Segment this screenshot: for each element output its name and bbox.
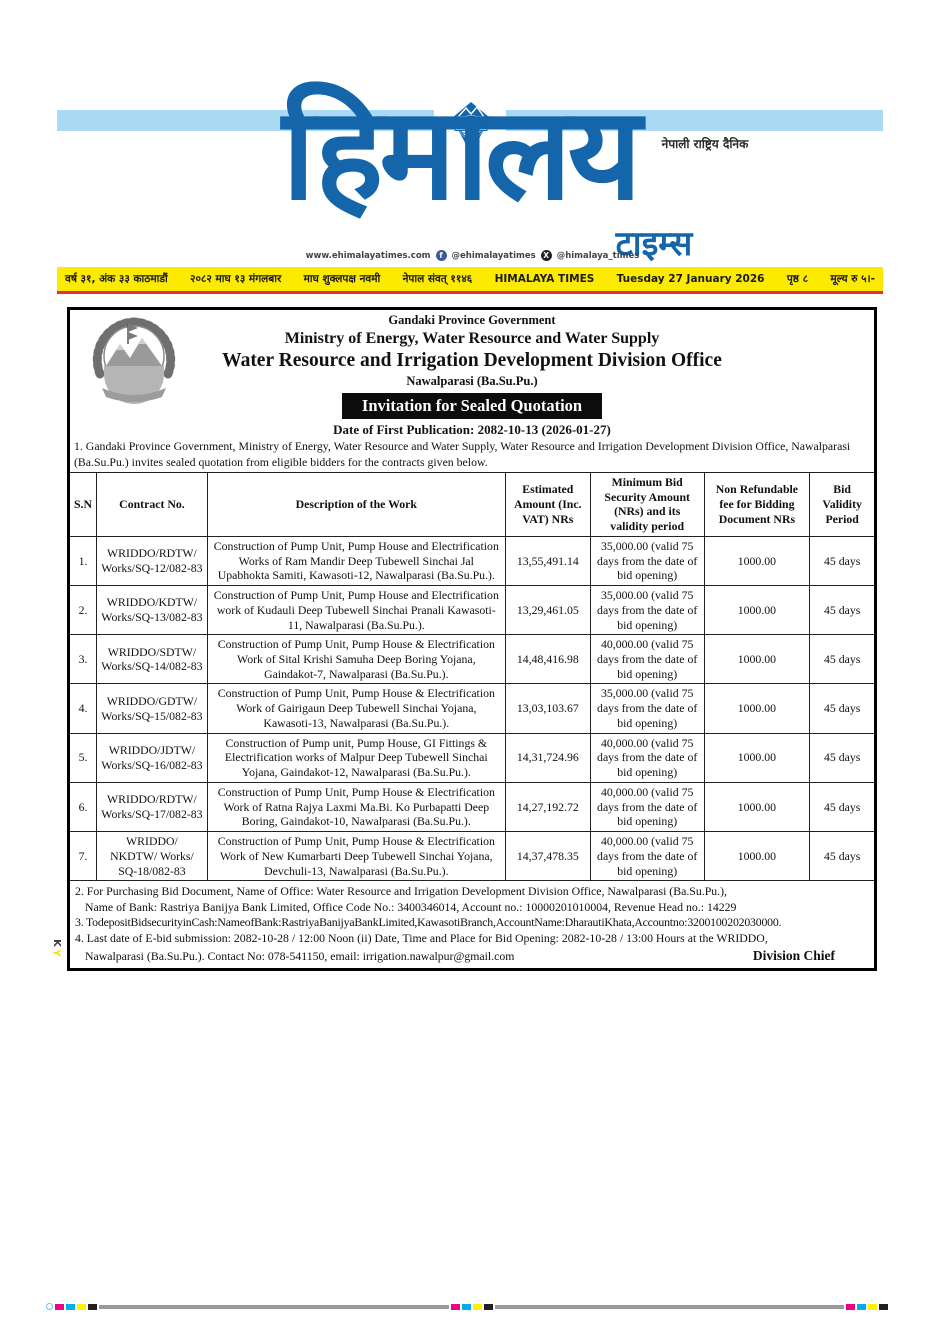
color-chip <box>451 1304 460 1310</box>
bottom-color-registration-strip <box>46 1303 888 1310</box>
signature-row <box>75 947 869 965</box>
cell-amount: 14,48,416.98 <box>505 635 590 684</box>
cell-amount: 14,31,724.96 <box>505 733 590 782</box>
dateline-item: Tuesday 27 January 2026 <box>616 273 765 285</box>
cell-security: 40,000.00 (valid 75 days from the date of bid opening) <box>590 782 704 831</box>
notice-header <box>70 310 874 438</box>
cell-sn: 4. <box>70 684 97 733</box>
color-chip <box>879 1304 888 1310</box>
cell-sn: 5. <box>70 733 97 782</box>
cell-description: Construction of Pump unit, Pump House, GI Fittings & Electrification works of Malpur Deep Tubewell Sinchai Yojana, Gaindakot-12, Nawalparasi (Ba.Su.Pu.). <box>207 733 505 782</box>
table-row <box>70 782 874 831</box>
tender-notice-box <box>67 307 877 971</box>
color-chip <box>473 1304 482 1310</box>
column-header-security: Minimum Bid Security Amount (NRs) and its validity period <box>590 472 704 536</box>
cell-amount: 13,29,461.05 <box>505 586 590 635</box>
dateline-item: नेपाल संवत् ११४६ <box>402 273 473 285</box>
dateline-item: HIMALAYA TIMES <box>494 273 595 285</box>
side-mark-letter: K <box>50 939 62 947</box>
cell-sn: 6. <box>70 782 97 831</box>
cell-security: 40,000.00 (valid 75 days from the date of bid opening) <box>590 635 704 684</box>
table-row <box>70 684 874 733</box>
gray-registration-bar <box>495 1305 845 1309</box>
cell-fee: 1000.00 <box>704 684 810 733</box>
cell-validity: 45 days <box>810 733 874 782</box>
dateline-item: २०८२ माघ १३ मंगलबार <box>190 273 282 285</box>
cell-description: Construction of Pump Unit, Pump House & Electrification Work of Ratna Rajya Laxmi Ma.Bi. Ko Purbapatti Deep Boring, Gaindakot-10, Nawalparasi (Ba.Su.Pu.). <box>207 782 505 831</box>
cell-security: 40,000.00 (valid 75 days from the date of bid opening) <box>590 832 704 881</box>
color-chip <box>77 1304 86 1310</box>
color-chip <box>857 1304 866 1310</box>
dateline-item: माघ शुक्लपक्ष नवमी <box>303 273 381 285</box>
table-row <box>70 586 874 635</box>
cell-amount: 14,27,192.72 <box>505 782 590 831</box>
note-last-line: Nawalparasi (Ba.Su.Pu.). Contact No: 078-541150, email: irrigation.nawalpur@gmail.com <box>85 948 515 963</box>
color-chip <box>55 1304 64 1310</box>
cell-contract: WRIDDO/RDTW/ Works/SQ-17/082-83 <box>97 782 208 831</box>
ministry-line: Ministry of Energy, Water Resource and Water Supply <box>284 329 660 347</box>
note-line: Name of Bank: Rastriya Banijya Bank Limited, Office Code No.: 3400346014, Account no.: 10000201010004, Revenue Head no.: 14229 <box>85 899 737 914</box>
cell-security: 35,000.00 (valid 75 days from the date of bid opening) <box>590 536 704 585</box>
color-chip <box>868 1304 877 1310</box>
masthead-subtitle: टाइम्स <box>615 224 693 264</box>
x-twitter-icon[interactable]: X <box>541 250 552 261</box>
cell-amount: 14,37,478.35 <box>505 832 590 881</box>
cell-fee: 1000.00 <box>704 586 810 635</box>
masthead-social-line <box>300 250 645 261</box>
table-row <box>70 536 874 585</box>
column-header-description: Description of the Work <box>207 472 505 536</box>
cell-description: Construction of Pump Unit, Pump House and Electrification work of Kudauli Deep Tubewell Sinchai Pranali Kawasoti-11, Nawalparasi (Ba.Su.Pu.). <box>207 586 505 635</box>
dateline-item: पृष्ठ ८ <box>786 273 809 285</box>
quotation-table <box>70 472 874 881</box>
cell-validity: 45 days <box>810 782 874 831</box>
dateline-item: वर्ष ३१, अंक ३३ काठमाडौं <box>65 273 168 285</box>
notice-notes <box>70 881 874 968</box>
cell-fee: 1000.00 <box>704 832 810 881</box>
cell-sn: 1. <box>70 536 97 585</box>
dateline-bar <box>57 267 883 291</box>
cell-sn: 7. <box>70 832 97 881</box>
cell-description: Construction of Pump Unit, Pump House & Electrification Work of Sital Krishi Samuha Deep Boring Yojana, Gaindakot-7, Nawalparasi (Ba.Su.Pu.). <box>207 635 505 684</box>
cell-validity: 45 days <box>810 586 874 635</box>
color-chip <box>66 1304 75 1310</box>
cell-validity: 45 days <box>810 635 874 684</box>
government-line: Gandaki Province Government <box>388 313 556 327</box>
table-header-row <box>70 472 874 536</box>
note-line: 4. Last date of E-bid submission: 2082-10-28 / 12:00 Noon (ii) Date, Time and Place for Bid Opening: 2082-10-28 / 13:00 Hours at the WRIDDO, <box>75 930 768 945</box>
side-mark-letter: Y <box>50 949 62 957</box>
cell-amount: 13,55,491.14 <box>505 536 590 585</box>
cell-security: 40,000.00 (valid 75 days from the date of bid opening) <box>590 733 704 782</box>
cell-validity: 45 days <box>810 536 874 585</box>
cell-contract: WRIDDO/RDTW/ Works/SQ-12/082-83 <box>97 536 208 585</box>
cell-contract: WRIDDO/ NKDTW/ Works/ SQ-18/082-83 <box>97 832 208 881</box>
cell-fee: 1000.00 <box>704 733 810 782</box>
color-chip <box>484 1304 493 1310</box>
cell-contract: WRIDDO/KDTW/ Works/SQ-13/082-83 <box>97 586 208 635</box>
dateline-item: मूल्य रु ५।- <box>830 273 875 285</box>
signature: Division Chief <box>752 947 835 963</box>
notice-title: Invitation for Sealed Quotation <box>342 393 602 419</box>
masthead-title: हिमालय <box>282 80 638 229</box>
cell-amount: 13,03,103.67 <box>505 684 590 733</box>
facebook-handle[interactable]: @ehimalayatimes <box>451 250 536 261</box>
column-header-fee: Non Refundable fee for Bidding Document NRs <box>704 472 810 536</box>
cell-validity: 45 days <box>810 832 874 881</box>
column-header-sn: S.N <box>70 472 97 536</box>
quotation-table-body <box>70 536 874 880</box>
column-header-amount: Estimated Amount (Inc. VAT) NRs <box>505 472 590 536</box>
twitter-handle[interactable]: @himalaya_times <box>556 250 640 261</box>
note-line: 2. For Purchasing Bid Document, Name of Office: Water Resource and Irrigation Development Division Office, Nawalparasi (Ba.Su.Pu.), <box>75 884 727 899</box>
cell-fee: 1000.00 <box>704 782 810 831</box>
cell-sn: 2. <box>70 586 97 635</box>
table-row <box>70 635 874 684</box>
table-row <box>70 832 874 881</box>
column-header-validity: Bid Validity Period <box>810 472 874 536</box>
cell-contract: WRIDDO/GDTW/ Works/SQ-15/082-83 <box>97 684 208 733</box>
office-line: Water Resource and Irrigation Development Division Office <box>222 349 722 371</box>
nepal-government-emblem-icon <box>86 314 182 404</box>
cell-contract: WRIDDO/SDTW/ Works/SQ-14/082-83 <box>97 635 208 684</box>
table-row <box>70 733 874 782</box>
cell-description: Construction of Pump Unit, Pump House and Electrification Works of Ram Mandir Deep Tubewell Sinchai Jal Upabhokta Samiti, Kawasoti-12, Nawalparasi (Ba.Su.Pu.). <box>207 536 505 585</box>
notes-lines <box>75 884 869 946</box>
red-divider-line <box>57 291 883 294</box>
color-chip <box>846 1304 855 1310</box>
publication-date: Date of First Publication: 2082-10-13 (2026-01-27) <box>333 422 611 438</box>
cell-security: 35,000.00 (valid 75 days from the date of bid opening) <box>590 684 704 733</box>
notice-intro-paragraph: 1. Gandaki Province Government, Ministry of Energy, Water Resource and Water Supply, Water Resource and Irrigation Development Division Office, Nawalparasi (Ba.Su.Pu.) invites sealed quotation from eligible bidders for the contracts given below. <box>74 439 851 469</box>
registration-dot <box>46 1303 53 1310</box>
note-line: 3. TodepositBidsecurityinCash:NameofBank:RastriyaBanijyaBankLimited,KawasotiBranch,AccountName:DharautiKhata,Accountno:3200100202030000. <box>75 915 782 930</box>
color-chip <box>88 1304 97 1310</box>
side-registration-marks <box>52 938 60 958</box>
cell-validity: 45 days <box>810 684 874 733</box>
cell-description: Construction of Pump Unit, Pump House & Electrification Work of New Kumarbarti Deep Tubewell Sinchai Yojana, Devchuli-13, Nawalparasi (Ba.Su.Pu.). <box>207 832 505 881</box>
facebook-icon[interactable]: f <box>436 250 447 261</box>
cell-contract: WRIDDO/JDTW/ Works/SQ-16/082-83 <box>97 733 208 782</box>
color-chip <box>462 1304 471 1310</box>
location-line: Nawalparasi (Ba.Su.Pu.) <box>406 374 538 388</box>
cell-fee: 1000.00 <box>704 635 810 684</box>
cell-fee: 1000.00 <box>704 536 810 585</box>
cell-description: Construction of Pump Unit, Pump House & Electrification Work of Gairigaun Deep Tubewell Sinchai Yojana, Kawasoti-13, Nawalparasi (Ba.Su.Pu.). <box>207 684 505 733</box>
website-url[interactable]: www.ehimalayatimes.com <box>305 250 431 261</box>
cell-security: 35,000.00 (valid 75 days from the date of bid opening) <box>590 586 704 635</box>
masthead-tagline: नेपाली राष्ट्रिय दैनिक <box>661 137 749 151</box>
cell-sn: 3. <box>70 635 97 684</box>
gray-registration-bar <box>99 1305 449 1309</box>
column-header-contract: Contract No. <box>97 472 208 536</box>
